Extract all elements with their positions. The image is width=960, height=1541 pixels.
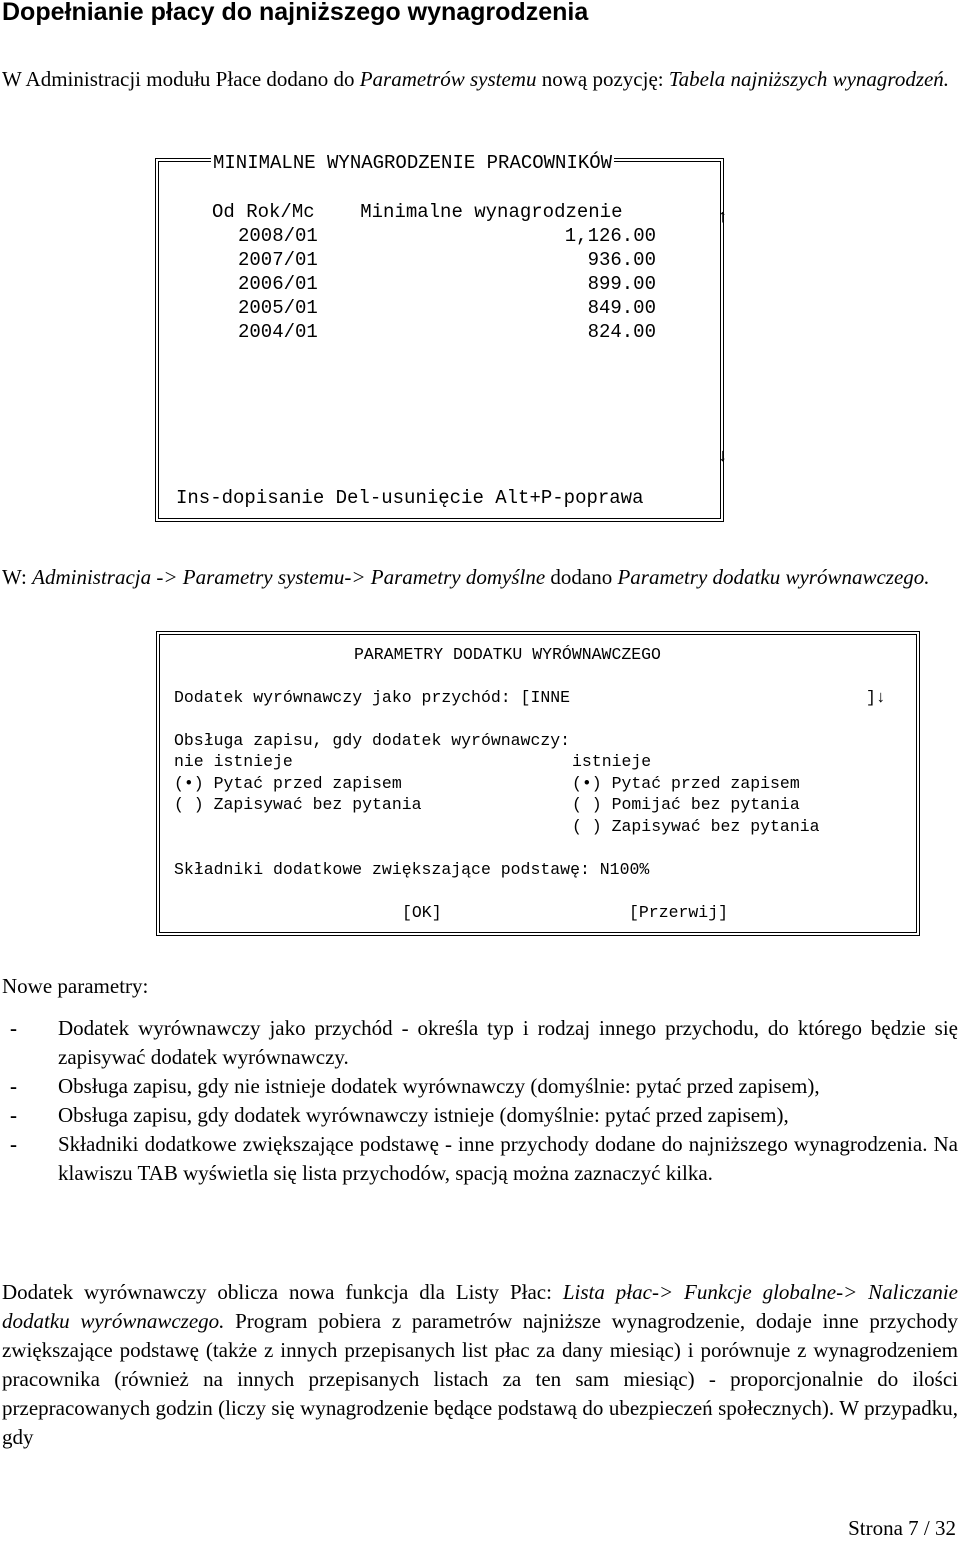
table-row-amount[interactable]: 1,126.00 [564,225,656,247]
path-paragraph [2,563,958,592]
exists-column-label: istnieje [572,752,652,771]
not-exists-column-label: nie istnieje [174,752,293,771]
document-title: Dopełnianie płacy do najniższego wynagrodzenia [2,0,589,26]
scroll-up-arrow-icon[interactable]: ↑ [718,206,727,226]
closing-emphasis: Lista płac-> Funkcje globalne-> Naliczanie dodatku wyrównawczego. [2,1280,958,1333]
table-row-amount[interactable]: 824.00 [587,321,656,343]
table-row-period[interactable]: 2004/01 [238,321,318,343]
closing-text-2: Program pobiera z parametrów najniższe wynagrodzenie, dodaje inne przychody zwiększające podstawę (także z innych przepisanych list płac za dany miesiąc) i porównuje z wynagrodzeniem pracownika (również na innych przepisanych listach za ten sam miesiąc) - proporcjonalnie do ilości przepracowanych godzin (liczy się wynagrodzenie będące podstawą do ubezpieczeń społecznych). W przypadku, gdy [2,1309,959,1449]
min-wage-window-hotkeys: Ins-dopisanie Del-usunięcie Alt+P-poprawa [176,487,644,509]
radio-exists-skip[interactable]: ( ) Pomijać bez pytania [572,795,800,814]
list-item [2,1130,958,1188]
params-dialog-title: PARAMETRY DODATKU WYRÓWNAWCZEGO [354,645,661,664]
ok-button[interactable]: [OK] [402,903,442,922]
table-row-period[interactable]: 2006/01 [238,273,318,295]
bullet-dash: - [10,1103,17,1127]
params-bullet-list [2,1014,958,1188]
list-item [2,1014,958,1072]
path-text-1: W: [2,565,33,589]
income-type-dropdown-icon[interactable]: ]↓ [866,688,886,707]
cancel-button[interactable]: [Przerwij] [629,903,729,922]
scroll-down-arrow-icon[interactable]: ↓ [718,445,727,465]
table-row-period[interactable]: 2005/01 [238,297,318,319]
table-row-period[interactable]: 2008/01 [238,225,318,247]
table-row-period[interactable]: 2007/01 [238,249,318,271]
path-emphasis-1: Administracja -> Parametry systemu-> Parametry domyślne [32,565,546,589]
new-params-heading: Nowe parametry: [2,974,149,998]
save-handling-label: Obsługa zapisu, gdy dodatek wyrównawczy: [174,731,571,750]
components-field[interactable]: Składniki dodatkowe zwiększające podstawę: N100% [174,860,650,879]
intro-text-2: nową pozycję: [536,67,669,91]
bullet-text: Obsługa zapisu, gdy nie istnieje dodatek wyrównawczy (domyślnie: pytać przed zapisem), [58,1074,820,1098]
min-wage-table-header [212,201,622,223]
bullet-text: Obsługa zapisu, gdy dodatek wyrównawczy istnieje (domyślnie: pytać przed zapisem), [58,1103,789,1127]
min-wage-window-title: MINIMALNE WYNAGRODZENIE PRACOWNIKÓW [213,152,613,174]
path-text-2: dodano [545,565,618,589]
list-item [2,1101,958,1130]
page-number: Strona 7 / 32 [848,1516,956,1540]
radio-not-exists-ask[interactable]: (•) Pytać przed zapisem [174,774,402,793]
radio-not-exists-save[interactable]: ( ) Zapisywać bez pytania [174,795,422,814]
bullet-text: Składniki dodatkowe zwiększające podstawę - inne przychody dodane do najniższego wynagrodzenia. Na klawiszu TAB wyświetla się lista przychodów, spacją można zaznaczyć kilka. [58,1132,958,1185]
intro-text-1: W Administracji modułu Płace dodano do [2,67,360,91]
bullet-text: Dodatek wyrównawczy jako przychód - określa typ i rodzaj innego przychodu, do którego będzie się zapisywać dodatek wyrównawczy. [58,1016,958,1069]
bullet-dash: - [10,1016,17,1040]
closing-paragraph [2,1278,958,1452]
income-type-field[interactable]: Dodatek wyrównawczy jako przychód: [INNE [174,688,571,707]
closing-text-1: Dodatek wyrównawczy oblicza nowa funkcja dla Listy Płac: [2,1280,563,1304]
list-item [2,1072,958,1101]
table-row-amount[interactable]: 849.00 [587,297,656,319]
bullet-dash: - [10,1132,17,1156]
col-period-header: Od Rok/Mc [212,201,315,223]
bullet-dash: - [10,1074,17,1098]
path-emphasis-2: Parametry dodatku wyrównawczego. [617,565,930,589]
table-row-amount[interactable]: 899.00 [587,273,656,295]
radio-exists-ask[interactable]: (•) Pytać przed zapisem [572,774,800,793]
table-row-amount[interactable]: 936.00 [587,249,656,271]
intro-emphasis-1: Parametrów systemu [359,67,537,91]
radio-exists-save[interactable]: ( ) Zapisywać bez pytania [572,817,820,836]
intro-paragraph [2,64,958,94]
intro-emphasis-2: Tabela najniższych wynagrodzeń. [668,67,950,91]
col-amount-header: Minimalne wynagrodzenie [360,201,623,223]
